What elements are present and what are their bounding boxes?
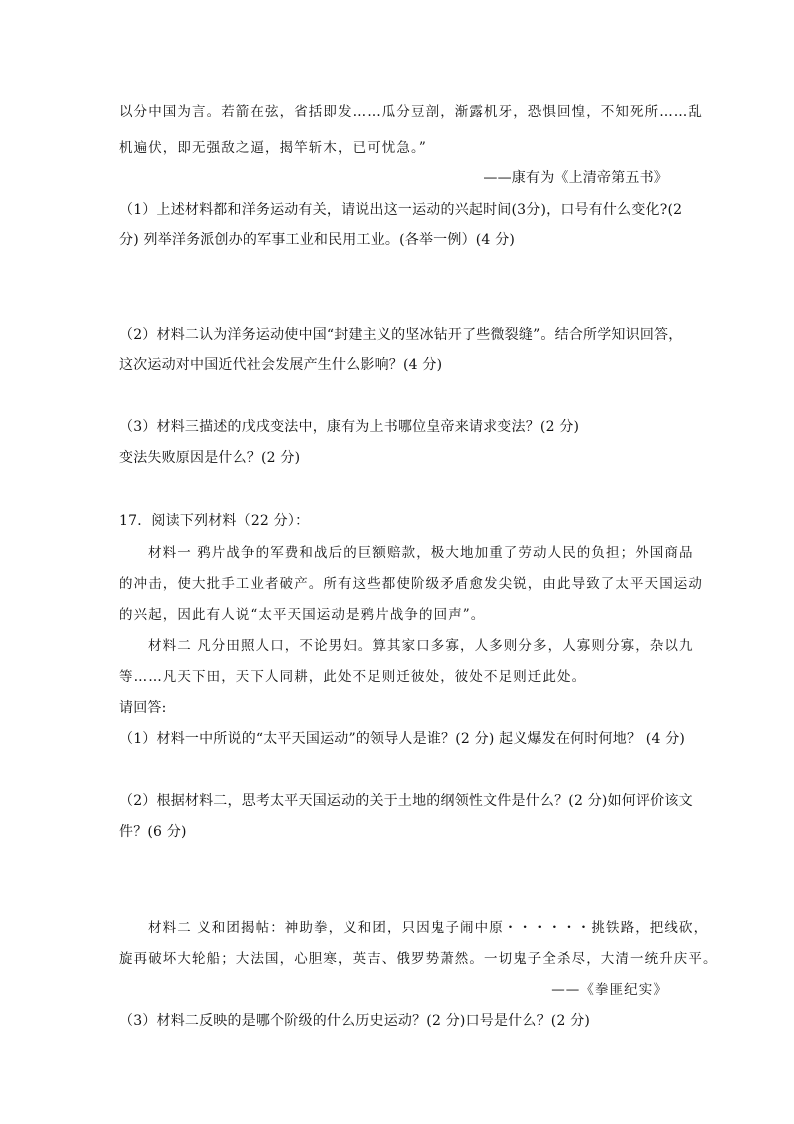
q17-material3-line2: 旋再破坏大轮船；大法国，心胆寒，英吉、俄罗势萧然。一切鬼子全杀尽，大清一统升庆平。 [119, 951, 718, 967]
q17-part1: （1）材料一中所说的“太平天国运动”的领导人是谁？(2 分) 起义爆发在何时何地？ (4 分) [119, 731, 686, 747]
q17-material2-line2: 等……凡天下田，天下人同耕，此处不足则迁彼处，彼处不足则迁此处。 [119, 669, 587, 685]
q17-material1-line2: 的冲击，使大批手工业者破产。所有这些都使阶级矛盾愈发尖锐，由此导致了太平天国运动 [119, 576, 703, 592]
q17-material1-line3: 的兴起，因此有人说“太平天国运动是鸦片战争的回声”。 [119, 607, 486, 623]
q17-heading: 17．阅读下列材料（22 分）： [119, 513, 310, 529]
q17-prompt: 请回答: [119, 700, 167, 716]
material3-line1: 以分中国为言。若箭在弦，省括即发……瓜分豆剖，渐露机牙，恐惧回惶，不知死所……乱 [119, 104, 703, 120]
q17-part3: （3）材料二反映的是哪个阶级的什么历史运动？(2 分)口号是什么？(2 分) [119, 1013, 591, 1029]
material3-line2: 机遍伏，即无强敌之逼，揭竿斩木，已可忧急。” [119, 140, 427, 156]
q16-part2-line2: 这次运动对中国近代社会发展产生什么影响？(4 分) [119, 357, 443, 373]
q17-material1-line1: 材料一 鸦片战争的军费和战后的巨额赔款，极大地加重了劳动人民的负担；外国商品 [148, 545, 694, 561]
q16-part1-line1: （1）上述材料都和洋务运动有关，请说出这一运动的兴起时间(3分)，口号有什么变化?(2 [119, 202, 683, 218]
q17-part2-line1: （2）根据材料二，思考太平天国运动的关于土地的纲领性文件是什么？(2 分)如何评价该文 [119, 793, 693, 809]
q16-part3-line2: 变法失败原因是什么？(2 分) [119, 450, 301, 466]
q17-material3-source: ——《拳匪纪实》 [551, 982, 668, 998]
q17-material2-line1: 材料二 凡分田照人口，不论男妇。算其家口多寡，人多则分多，人寡则分寡，杂以九 [148, 638, 694, 654]
q16-part2-line1: （2）材料二认为洋务运动使中国“封建主义的坚冰钻开了些微裂缝”。结合所学知识回答， [119, 327, 683, 343]
q16-part3-line1: （3）材料三描述的戊戌变法中，康有为上书哪位皇帝来请求变法？(2 分) [119, 419, 580, 435]
q17-material3-line1: 材料二 义和团揭帖：神助拳，义和团，只因鬼子闹中原・・・・・・挑铁路，把线砍， [148, 920, 709, 936]
material3-source: ——康有为《上清帝第五书》 [483, 170, 668, 186]
q16-part1-line2: 分) 列举洋务派创办的军事工业和民用工业。(各举一例）(4 分) [119, 232, 516, 248]
q17-part2-line2: 件？(6 分) [119, 824, 187, 840]
